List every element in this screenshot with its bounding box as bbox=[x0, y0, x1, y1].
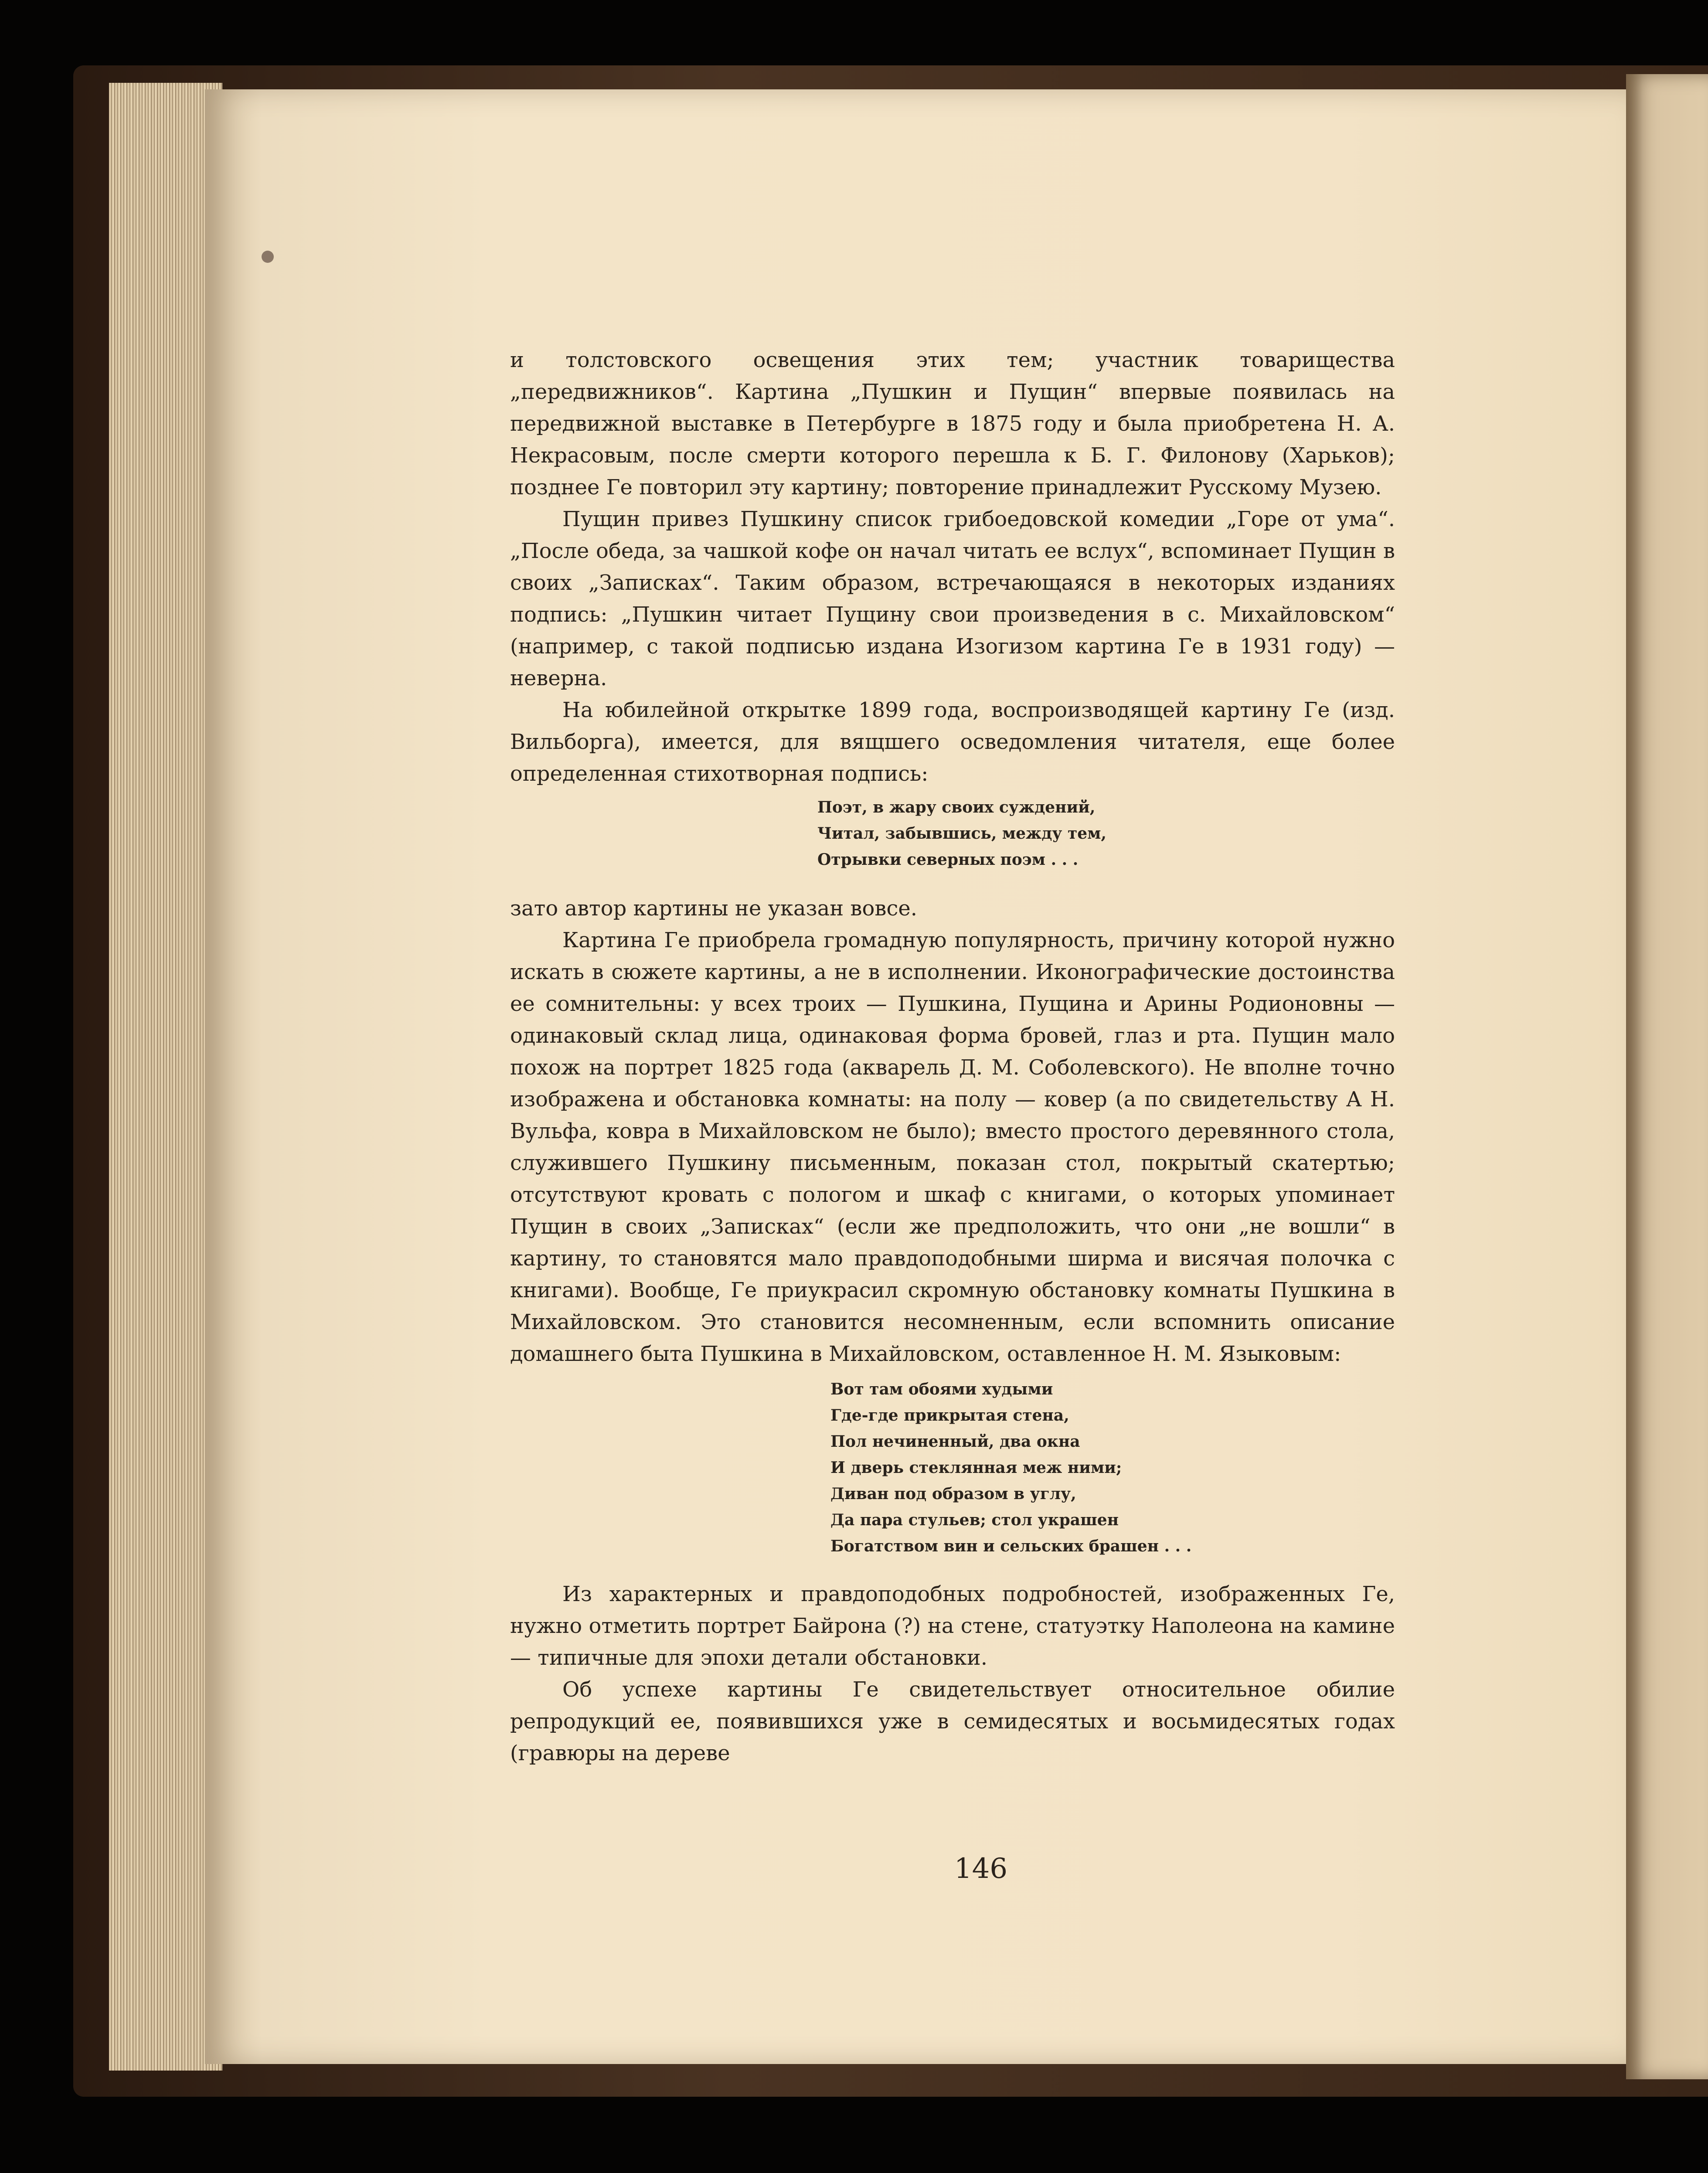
verse-line: Отрывки северных поэм . . . bbox=[817, 850, 1079, 869]
verse-line: Поэт, в жару своих суждений, bbox=[817, 798, 1096, 816]
verse-quote bbox=[830, 1376, 1395, 1559]
paragraph: На юбилейной открытке 1899 года, воспроизводящей картину Ге (изд. Вильборга), имеется, для вящшего осведомления читателя, еще более определенная стихотворная подпись: bbox=[510, 698, 1395, 786]
paragraph: зато автор картины не указан вовсе. bbox=[510, 896, 917, 921]
body-text bbox=[510, 344, 1395, 1769]
verse-line: Да пара стульев; стол украшен bbox=[830, 1511, 1119, 1529]
next-page-edge bbox=[1626, 74, 1708, 2079]
verse-line: Пол нечиненный, два окна bbox=[830, 1432, 1080, 1451]
page-number: 146 bbox=[954, 1853, 1008, 1885]
verse-quote bbox=[817, 794, 1395, 873]
paragraph: Пущин привез Пушкину список грибоедовской комедии „Горе от ума“. „После обеда, за чашкой кофе он начал читать ее вслух“, вспоминает Пущин в своих „Записках“. Таким образом, встречающаяся в некоторых изданиях подпись: „Пушкин читает Пущину свои произведения в с. Михайловском“ (например, с такой подписью издана Изогизом картина Ге в 1931 году) — неверна. bbox=[510, 507, 1395, 690]
paragraph: Об успехе картины Ге свидетельствует относительное обилие репродукций ее, появившихся уже в семидесятых и восьмидесятых годах (гравюры на дереве bbox=[510, 1677, 1395, 1765]
page-stain bbox=[262, 251, 274, 263]
paragraph: Картина Ге приобрела громадную популярность, причину которой нужно искать в сюжете картины, а не в исполнении. Иконографические достоинства ее сомнительны: у всех троих — Пушкина, Пущина и Арины Родионовны — одинаковый склад лица, одинаковая форма бровей, глаз и рта. Пущин мало похож на портрет 1825 года (акварель Д. М. Соболевского). Не вполне точно изображена и обстановка комнаты: на полу — ковер (а по свидетельству А Н. Вульфа, ковра в Михайловском не было); вместо простого деревянного стола, служившего Пушкину письменным, показан стол, покрытый скатертью; отсутствуют кровать с пологом и шкаф с книгами, о которых упоминает Пущин в своих „Записках“ (если же предположить, что они „не вошли“ в картину, то становятся мало правдоподобными ширма и висячая полочка с книгами). Вообще, Ге приукрасил скромную обстановку комнаты Пушкина в Михайловском. Это становится несомненным, если вспомнить описание домашнего быта Пушкина в Михайловском, оставленное Н. М. Языковым: bbox=[510, 928, 1395, 1366]
paragraph: и толстовского освещения этих тем; участник товарищества „передвижников“. Картина „Пушкин и Пущин“ впервые появилась на передвижной выставке в Петербурге в 1875 году и была приобретена Н. А. Некрасовым, после смерти которого перешла к Б. Г. Филонову (Харьков); позднее Ге повторил эту картину; повторение принадлежит Русскому Музею. bbox=[510, 348, 1395, 500]
verse-line: Диван под образом в углу, bbox=[830, 1485, 1076, 1503]
verse-line: Где-где прикрытая стена, bbox=[830, 1406, 1069, 1425]
verse-line: Богатством вин и сельских брашен . . . bbox=[830, 1537, 1192, 1555]
verse-line: И дверь стеклянная меж ними; bbox=[830, 1459, 1122, 1477]
verse-line: Вот там обоями худыми bbox=[830, 1380, 1053, 1398]
verse-line: Читал, забывшись, между тем, bbox=[817, 824, 1106, 843]
paragraph: Из характерных и правдоподобных подробностей, изображенных Ге, нужно отметить портрет Байрона (?) на стене, статуэтку Наполеона на камине — типичные для эпохи детали обстановки. bbox=[510, 1582, 1395, 1670]
